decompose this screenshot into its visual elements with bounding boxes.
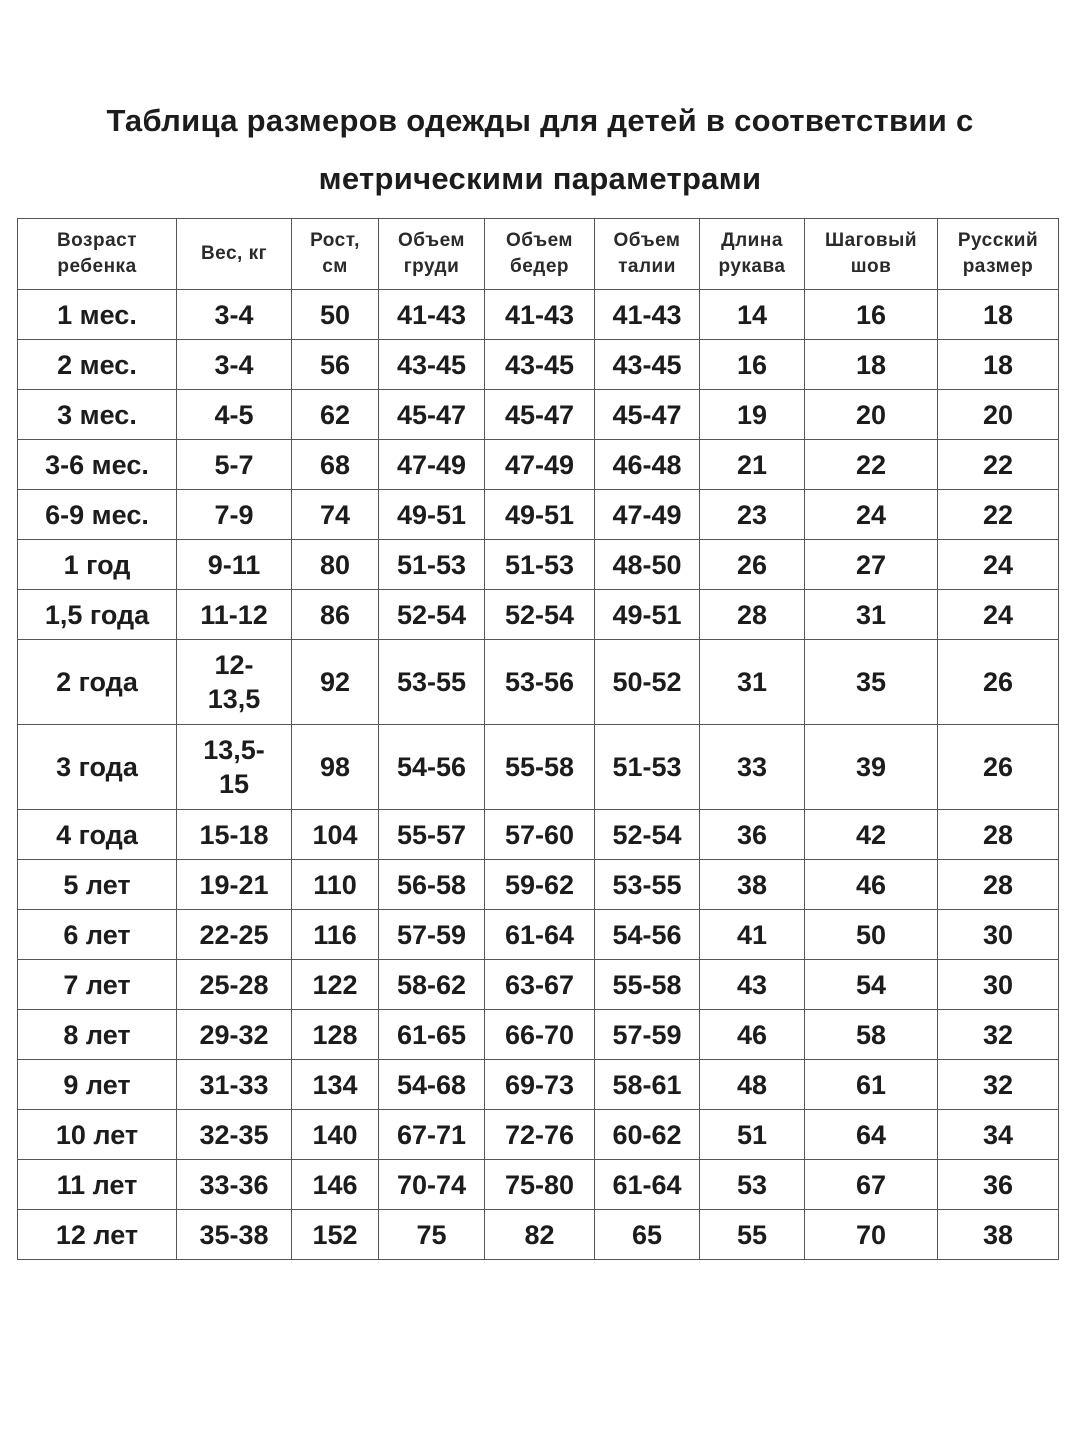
table-row xyxy=(18,1110,1059,1160)
header-age: Возраст ребенка xyxy=(18,219,177,290)
cell-waist: 45-47 xyxy=(595,390,700,440)
cell-inseam: 22 xyxy=(805,440,938,490)
cell-height: 104 xyxy=(292,810,379,860)
table-row xyxy=(18,960,1059,1010)
size-chart-table xyxy=(17,218,1059,1260)
cell-waist: 53-55 xyxy=(595,860,700,910)
cell-age: 8 лет xyxy=(18,1010,177,1060)
cell-inseam: 27 xyxy=(805,540,938,590)
cell-sleeve: 53 xyxy=(700,1160,805,1210)
cell-hips: 75-80 xyxy=(485,1160,595,1210)
cell-waist: 51-53 xyxy=(595,725,700,810)
cell-height: 92 xyxy=(292,640,379,725)
cell-sleeve: 41 xyxy=(700,910,805,960)
header-chest: Объем груди xyxy=(379,219,485,290)
cell-inseam: 61 xyxy=(805,1060,938,1110)
cell-sleeve: 51 xyxy=(700,1110,805,1160)
cell-sleeve: 55 xyxy=(700,1210,805,1260)
cell-chest: 70-74 xyxy=(379,1160,485,1210)
cell-hips: 53-56 xyxy=(485,640,595,725)
table-row xyxy=(18,590,1059,640)
cell-russian-size: 18 xyxy=(938,340,1059,390)
cell-inseam: 24 xyxy=(805,490,938,540)
header-sleeve: Длина рукава xyxy=(700,219,805,290)
cell-hips: 55-58 xyxy=(485,725,595,810)
header-row xyxy=(18,219,1059,290)
cell-chest: 43-45 xyxy=(379,340,485,390)
cell-weight: 3-4 xyxy=(177,340,292,390)
cell-height: 98 xyxy=(292,725,379,810)
cell-weight: 5-7 xyxy=(177,440,292,490)
table-body xyxy=(18,290,1059,1260)
cell-weight: 4-5 xyxy=(177,390,292,440)
cell-age: 5 лет xyxy=(18,860,177,910)
cell-sleeve: 33 xyxy=(700,725,805,810)
cell-height: 50 xyxy=(292,290,379,340)
cell-waist: 58-61 xyxy=(595,1060,700,1110)
table-row xyxy=(18,440,1059,490)
cell-russian-size: 26 xyxy=(938,640,1059,725)
cell-age: 3 года xyxy=(18,725,177,810)
cell-weight: 7-9 xyxy=(177,490,292,540)
cell-inseam: 70 xyxy=(805,1210,938,1260)
cell-age: 3-6 мес. xyxy=(18,440,177,490)
cell-height: 68 xyxy=(292,440,379,490)
cell-weight: 13,5- 15 xyxy=(177,725,292,810)
cell-weight: 33-36 xyxy=(177,1160,292,1210)
cell-weight: 19-21 xyxy=(177,860,292,910)
cell-waist: 49-51 xyxy=(595,590,700,640)
cell-inseam: 20 xyxy=(805,390,938,440)
table-row xyxy=(18,910,1059,960)
cell-height: 80 xyxy=(292,540,379,590)
cell-sleeve: 46 xyxy=(700,1010,805,1060)
cell-height: 140 xyxy=(292,1110,379,1160)
cell-age: 4 года xyxy=(18,810,177,860)
cell-chest: 53-55 xyxy=(379,640,485,725)
cell-sleeve: 19 xyxy=(700,390,805,440)
cell-sleeve: 21 xyxy=(700,440,805,490)
cell-age: 12 лет xyxy=(18,1210,177,1260)
cell-russian-size: 24 xyxy=(938,540,1059,590)
cell-russian-size: 28 xyxy=(938,810,1059,860)
cell-hips: 51-53 xyxy=(485,540,595,590)
cell-weight: 25-28 xyxy=(177,960,292,1010)
cell-waist: 48-50 xyxy=(595,540,700,590)
cell-waist: 52-54 xyxy=(595,810,700,860)
cell-inseam: 35 xyxy=(805,640,938,725)
cell-weight: 31-33 xyxy=(177,1060,292,1110)
cell-height: 74 xyxy=(292,490,379,540)
cell-russian-size: 28 xyxy=(938,860,1059,910)
cell-sleeve: 48 xyxy=(700,1060,805,1110)
cell-sleeve: 23 xyxy=(700,490,805,540)
cell-sleeve: 31 xyxy=(700,640,805,725)
cell-waist: 65 xyxy=(595,1210,700,1260)
cell-inseam: 67 xyxy=(805,1160,938,1210)
cell-inseam: 39 xyxy=(805,725,938,810)
cell-sleeve: 28 xyxy=(700,590,805,640)
cell-waist: 41-43 xyxy=(595,290,700,340)
cell-sleeve: 36 xyxy=(700,810,805,860)
cell-russian-size: 30 xyxy=(938,960,1059,1010)
cell-weight: 29-32 xyxy=(177,1010,292,1060)
cell-chest: 58-62 xyxy=(379,960,485,1010)
cell-inseam: 18 xyxy=(805,340,938,390)
cell-waist: 50-52 xyxy=(595,640,700,725)
cell-hips: 66-70 xyxy=(485,1010,595,1060)
cell-russian-size: 20 xyxy=(938,390,1059,440)
cell-hips: 45-47 xyxy=(485,390,595,440)
cell-chest: 45-47 xyxy=(379,390,485,440)
cell-height: 152 xyxy=(292,1210,379,1260)
table-row xyxy=(18,290,1059,340)
cell-hips: 69-73 xyxy=(485,1060,595,1110)
table-row xyxy=(18,340,1059,390)
cell-russian-size: 32 xyxy=(938,1010,1059,1060)
table-row xyxy=(18,540,1059,590)
cell-inseam: 50 xyxy=(805,910,938,960)
cell-inseam: 58 xyxy=(805,1010,938,1060)
cell-hips: 61-64 xyxy=(485,910,595,960)
cell-weight: 3-4 xyxy=(177,290,292,340)
table-row xyxy=(18,390,1059,440)
table-row xyxy=(18,1060,1059,1110)
cell-chest: 54-68 xyxy=(379,1060,485,1110)
cell-waist: 57-59 xyxy=(595,1010,700,1060)
cell-age: 9 лет xyxy=(18,1060,177,1110)
cell-chest: 57-59 xyxy=(379,910,485,960)
cell-age: 3 мес. xyxy=(18,390,177,440)
cell-age: 2 года xyxy=(18,640,177,725)
cell-age: 1 мес. xyxy=(18,290,177,340)
cell-chest: 75 xyxy=(379,1210,485,1260)
cell-waist: 60-62 xyxy=(595,1110,700,1160)
cell-waist: 43-45 xyxy=(595,340,700,390)
cell-height: 122 xyxy=(292,960,379,1010)
cell-sleeve: 26 xyxy=(700,540,805,590)
cell-inseam: 31 xyxy=(805,590,938,640)
cell-inseam: 16 xyxy=(805,290,938,340)
cell-age: 11 лет xyxy=(18,1160,177,1210)
cell-russian-size: 22 xyxy=(938,490,1059,540)
cell-height: 110 xyxy=(292,860,379,910)
cell-waist: 61-64 xyxy=(595,1160,700,1210)
header-hips: Объем бедер xyxy=(485,219,595,290)
page-title xyxy=(0,92,1080,208)
cell-age: 10 лет xyxy=(18,1110,177,1160)
cell-chest: 41-43 xyxy=(379,290,485,340)
cell-russian-size: 22 xyxy=(938,440,1059,490)
cell-weight: 11-12 xyxy=(177,590,292,640)
cell-russian-size: 34 xyxy=(938,1110,1059,1160)
cell-chest: 52-54 xyxy=(379,590,485,640)
cell-hips: 63-67 xyxy=(485,960,595,1010)
table-row xyxy=(18,1210,1059,1260)
cell-weight: 12- 13,5 xyxy=(177,640,292,725)
table-row xyxy=(18,860,1059,910)
title-line-1: Таблица размеров одежды для детей в соответствии с xyxy=(106,103,974,138)
cell-chest: 67-71 xyxy=(379,1110,485,1160)
cell-russian-size: 26 xyxy=(938,725,1059,810)
cell-hips: 59-62 xyxy=(485,860,595,910)
cell-sleeve: 16 xyxy=(700,340,805,390)
cell-hips: 72-76 xyxy=(485,1110,595,1160)
cell-waist: 54-56 xyxy=(595,910,700,960)
cell-inseam: 54 xyxy=(805,960,938,1010)
cell-height: 86 xyxy=(292,590,379,640)
cell-weight: 35-38 xyxy=(177,1210,292,1260)
cell-age: 1 год xyxy=(18,540,177,590)
cell-chest: 54-56 xyxy=(379,725,485,810)
cell-age: 6 лет xyxy=(18,910,177,960)
table-row xyxy=(18,1010,1059,1060)
cell-russian-size: 32 xyxy=(938,1060,1059,1110)
cell-weight: 22-25 xyxy=(177,910,292,960)
cell-hips: 41-43 xyxy=(485,290,595,340)
cell-height: 56 xyxy=(292,340,379,390)
cell-height: 116 xyxy=(292,910,379,960)
cell-waist: 47-49 xyxy=(595,490,700,540)
cell-hips: 43-45 xyxy=(485,340,595,390)
cell-waist: 46-48 xyxy=(595,440,700,490)
header-russian-size: Русский размер xyxy=(938,219,1059,290)
cell-inseam: 46 xyxy=(805,860,938,910)
header-waist: Объем талии xyxy=(595,219,700,290)
cell-hips: 52-54 xyxy=(485,590,595,640)
cell-waist: 55-58 xyxy=(595,960,700,1010)
cell-russian-size: 36 xyxy=(938,1160,1059,1210)
table-row xyxy=(18,490,1059,540)
cell-russian-size: 38 xyxy=(938,1210,1059,1260)
cell-sleeve: 43 xyxy=(700,960,805,1010)
cell-inseam: 64 xyxy=(805,1110,938,1160)
header-inseam: Шаговый шов xyxy=(805,219,938,290)
cell-height: 134 xyxy=(292,1060,379,1110)
cell-age: 6-9 мес. xyxy=(18,490,177,540)
table-row xyxy=(18,810,1059,860)
cell-chest: 55-57 xyxy=(379,810,485,860)
header-height: Рост, см xyxy=(292,219,379,290)
cell-sleeve: 14 xyxy=(700,290,805,340)
cell-russian-size: 24 xyxy=(938,590,1059,640)
cell-height: 146 xyxy=(292,1160,379,1210)
cell-inseam: 42 xyxy=(805,810,938,860)
cell-age: 1,5 года xyxy=(18,590,177,640)
cell-chest: 49-51 xyxy=(379,490,485,540)
header-weight: Вес, кг xyxy=(177,219,292,290)
cell-height: 62 xyxy=(292,390,379,440)
cell-chest: 47-49 xyxy=(379,440,485,490)
cell-russian-size: 18 xyxy=(938,290,1059,340)
cell-russian-size: 30 xyxy=(938,910,1059,960)
table-row xyxy=(18,1160,1059,1210)
cell-weight: 15-18 xyxy=(177,810,292,860)
cell-hips: 57-60 xyxy=(485,810,595,860)
cell-hips: 47-49 xyxy=(485,440,595,490)
cell-hips: 82 xyxy=(485,1210,595,1260)
cell-height: 128 xyxy=(292,1010,379,1060)
cell-hips: 49-51 xyxy=(485,490,595,540)
cell-chest: 61-65 xyxy=(379,1010,485,1060)
cell-chest: 56-58 xyxy=(379,860,485,910)
table-row xyxy=(18,725,1059,810)
cell-age: 7 лет xyxy=(18,960,177,1010)
cell-weight: 32-35 xyxy=(177,1110,292,1160)
cell-chest: 51-53 xyxy=(379,540,485,590)
cell-weight: 9-11 xyxy=(177,540,292,590)
title-line-2: метрическими параметрами xyxy=(318,161,762,196)
cell-sleeve: 38 xyxy=(700,860,805,910)
table-row xyxy=(18,640,1059,725)
cell-age: 2 мес. xyxy=(18,340,177,390)
